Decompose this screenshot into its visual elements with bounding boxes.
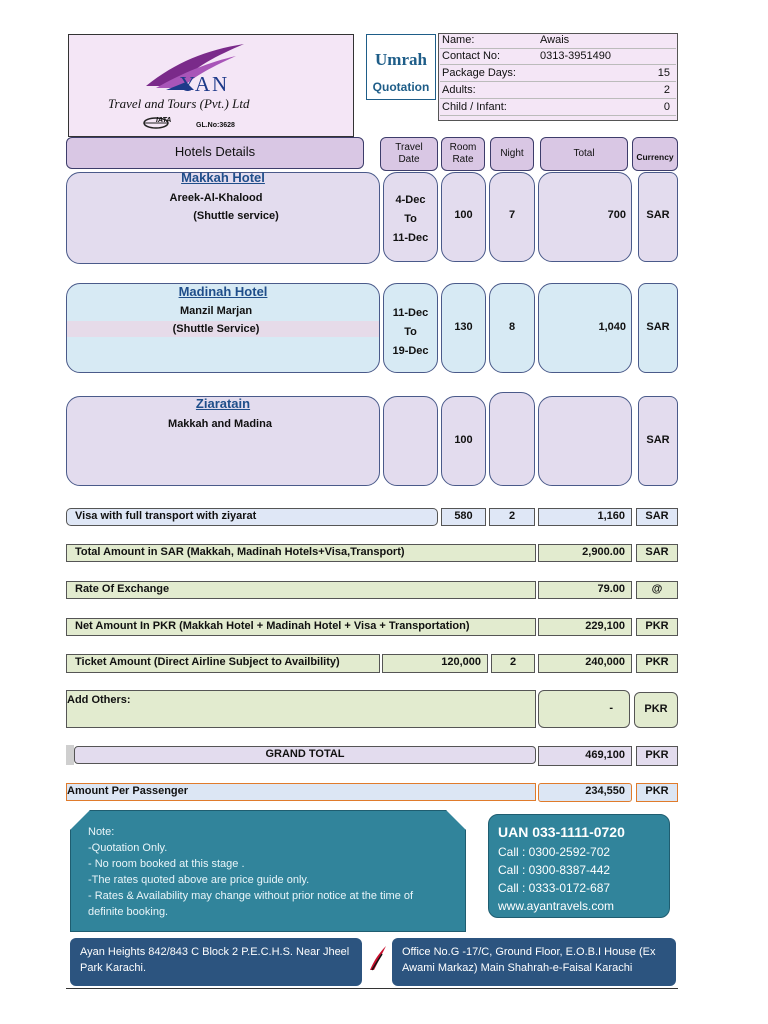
room-rate-header-line2: Rate (452, 154, 474, 165)
room-rate-header (441, 137, 485, 171)
room-rate-header-line1: Room (449, 142, 477, 153)
roe-row (66, 581, 536, 599)
makkah-hotel-note: (Shuttle service) (193, 210, 279, 222)
name-label: Name: (442, 34, 475, 46)
website-link[interactable]: www.ayantravels.com (498, 899, 615, 913)
night-header: Night (490, 137, 534, 171)
ziaratain-name: Makkah and Madina (168, 418, 272, 430)
contact-label: Contact No: (442, 50, 501, 62)
logo-wordmark: YAN (180, 72, 230, 96)
ticket-label: Ticket Amount (Direct Airline Subject to Availbility) (75, 656, 340, 668)
feather-logo-icon (366, 944, 388, 972)
umrah-heading: Umrah (375, 50, 427, 69)
ziaratain-date-cell (383, 396, 438, 486)
visa-currency: SAR (636, 508, 678, 526)
phone-2: Call : 0300-8387-442 (498, 863, 611, 877)
note-line-1: -Quotation Only. (88, 842, 168, 854)
per-pax-label: Amount Per Passenger (67, 785, 189, 797)
madinah-date-from: 11-Dec (392, 307, 429, 319)
iata-badge: IATA (156, 117, 172, 124)
makkah-date-from: 4-Dec (395, 194, 426, 206)
client-contact-row (440, 49, 676, 65)
makkah-hotel-title: Makkah Hotel (181, 170, 265, 185)
child-label: Child / Infant: (442, 101, 507, 113)
add-others-row (66, 690, 536, 728)
note-line-5: definite booking. (88, 906, 169, 918)
roe-value: 79.00 (538, 581, 632, 599)
per-pax-value: 234,550 (538, 783, 632, 802)
ziaratain-nights-cell (489, 392, 535, 486)
ziaratain-title: Ziaratain (195, 396, 251, 411)
note-line-2: - No room booked at this stage . (88, 858, 245, 870)
add-others-label: Add Others: (67, 694, 131, 706)
net-pkr: 229,100 (538, 618, 632, 636)
makkah-date-to-word: To (404, 213, 417, 225)
ticket-currency: PKR (636, 654, 678, 673)
visa-row (66, 508, 438, 526)
makkah-hotel-name: Areek-Al-Khalood (169, 192, 263, 204)
total-sar-row (66, 544, 536, 562)
address-head-office: Ayan Heights 842/843 C Block 2 P.E.C.H.S. Near Jheel Park Karachi. (70, 938, 362, 986)
package-days: 15 (657, 67, 670, 79)
madinah-date-to-word: To (404, 326, 417, 338)
grand-total: 469,100 (538, 746, 632, 766)
total-header: Total (540, 137, 628, 171)
madinah-hotel-title: Madinah Hotel (178, 284, 268, 299)
net-pkr-currency: PKR (636, 618, 678, 636)
note-line-3: -The rates quoted above are price guide only. (88, 874, 310, 886)
add-others-currency: PKR (634, 692, 678, 728)
grand-total-currency: PKR (636, 746, 678, 766)
child-count: 0 (663, 101, 670, 113)
note-line-4: - Rates & Availability may change without prior notice at the time of (88, 890, 414, 902)
uan-number: UAN 033-1111-0720 (498, 824, 625, 840)
madinah-currency: SAR (646, 321, 670, 333)
child-row (440, 100, 676, 116)
visa-label: Visa with full transport with ziyarat (75, 510, 257, 522)
visa-total: 1,160 (538, 508, 632, 526)
grand-total-edge (66, 745, 74, 765)
currency-header: Currency (632, 137, 678, 171)
roe-symbol: @ (636, 581, 678, 599)
client-name-row (440, 33, 676, 49)
travel-date-header-line2: Date (398, 154, 420, 165)
total-sar-label: Total Amount in SAR (Makkah, Madinah Hotels+Visa,Transport) (75, 546, 405, 558)
ticket-total: 240,000 (538, 654, 632, 673)
days-label: Package Days: (442, 67, 516, 79)
makkah-date-until: 11-Dec (392, 232, 429, 244)
ticket-row (66, 654, 380, 673)
total-sar-currency: SAR (636, 544, 678, 562)
madinah-nights: 8 (508, 321, 516, 333)
add-others-value: - (538, 690, 630, 728)
madinah-hotel-name: Manzil Marjan (179, 305, 253, 317)
contact-text (498, 823, 625, 915)
madinah-rate: 130 (454, 321, 473, 333)
per-pax-row (66, 783, 536, 801)
madinah-hotel-note: (Shuttle Service) (172, 323, 260, 335)
per-pax-currency: PKR (636, 783, 678, 802)
makkah-dates (383, 191, 438, 248)
grand-total-label: GRAND TOTAL (74, 746, 536, 764)
client-contact: 0313-3951490 (540, 50, 611, 62)
client-name: Awais (540, 34, 570, 46)
makkah-rate: 100 (454, 209, 473, 221)
phone-3: Call : 0333-0172-687 (498, 881, 611, 895)
quotation-subheading: Quotation (372, 80, 430, 94)
hotels-details-header: Hotels Details (66, 137, 364, 169)
makkah-nights: 7 (508, 209, 516, 221)
madinah-date-until: 19-Dec (392, 345, 429, 357)
address-branch-office: Office No.G -17/C, Ground Floor, E.O.B.I House (Ex Awami Markaz) Main Shahrah-e-Faisal Karachi (392, 938, 676, 986)
makkah-currency: SAR (646, 209, 670, 221)
net-pkr-row (66, 618, 536, 636)
license-number: GL.No:3628 (196, 122, 235, 129)
ziaratain-total-cell (538, 396, 632, 486)
adults-label: Adults: (442, 84, 476, 96)
ziaratain-rate: 100 (454, 434, 473, 446)
roe-label: Rate Of Exchange (75, 583, 170, 595)
ticket-rate: 120,000 (382, 654, 488, 673)
adults-row (440, 83, 676, 99)
package-days-row (440, 66, 676, 82)
visa-rate: 580 (441, 508, 486, 526)
note-title: Note: (88, 826, 115, 838)
ziaratain-currency: SAR (646, 434, 670, 446)
total-sar: 2,900.00 (538, 544, 632, 562)
ticket-qty: 2 (491, 654, 535, 673)
adults-count: 2 (663, 84, 670, 96)
phone-1: Call : 0300-2592-702 (498, 845, 611, 859)
madinah-dates (383, 304, 438, 361)
note-text (88, 824, 448, 920)
makkah-total: 700 (607, 209, 626, 221)
logo-tagline: Travel and Tours (Pvt.) Ltd (108, 96, 250, 111)
travel-date-header (380, 137, 438, 171)
page-bottom-divider (66, 988, 678, 989)
madinah-total: 1,040 (598, 321, 626, 333)
net-pkr-label: Net Amount In PKR (Makkah Hotel + Madinah Hotel + Visa + Transportation) (75, 620, 470, 632)
travel-date-header-line1: Travel (395, 142, 423, 153)
visa-qty: 2 (489, 508, 535, 526)
